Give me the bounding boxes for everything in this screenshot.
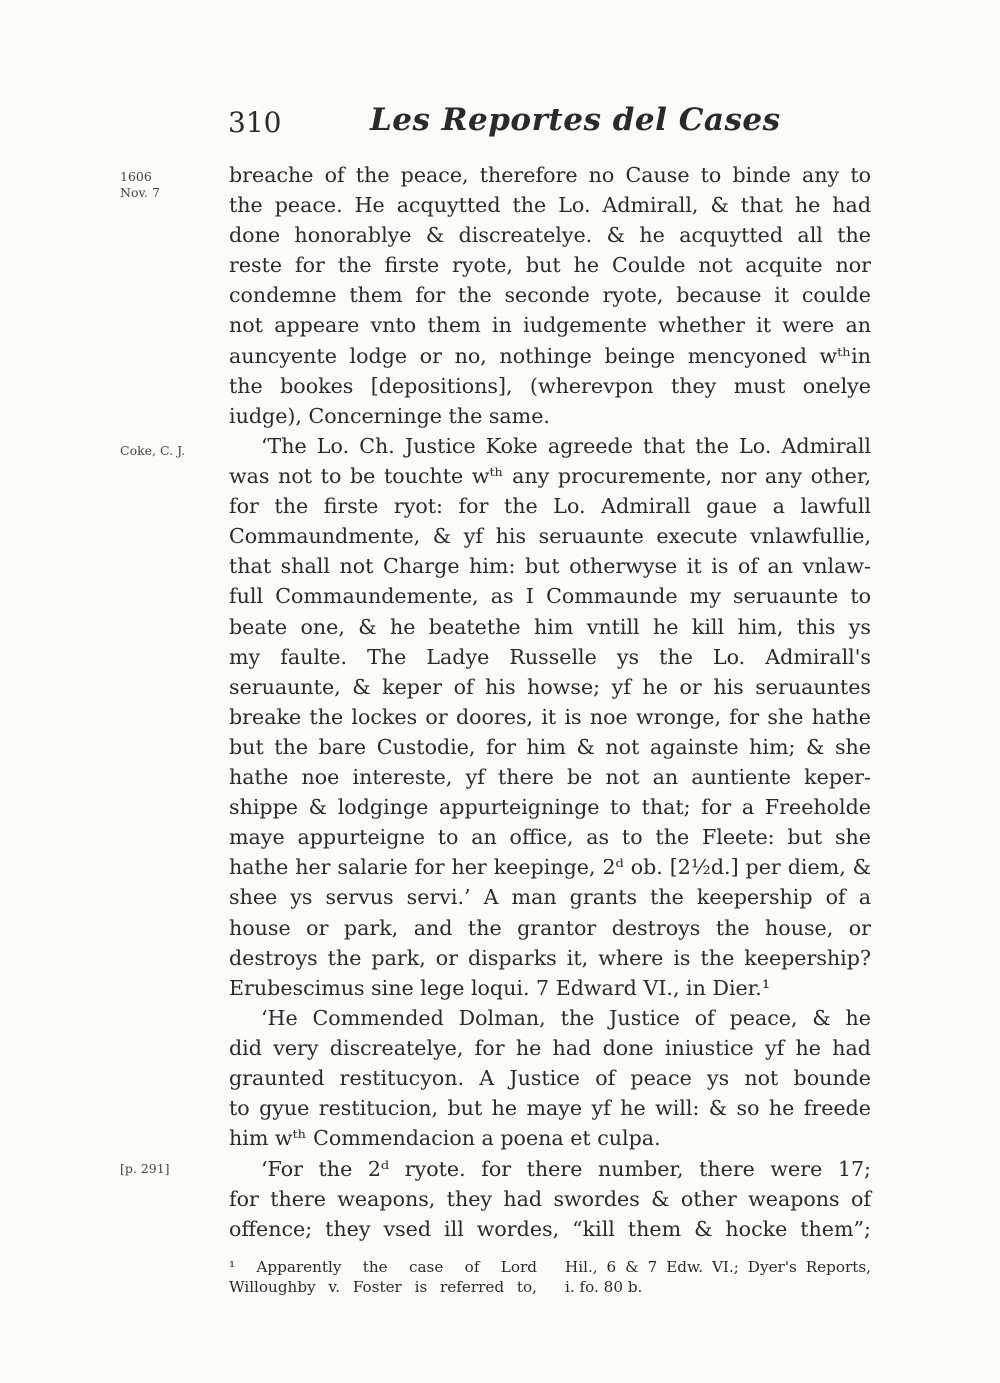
- footnote-line: ¹ Apparently the case of Lord: [229, 1258, 537, 1276]
- text-line: hathe her salarie for her keepinge, 2ᵈ ob. [2½d.] per diem, &: [229, 855, 871, 880]
- text-line: breake the lockes or doores, it is noe wronge, for she hathe: [229, 704, 871, 729]
- text-line: shippe & lodginge appurteigninge to that; for a Freeholde: [229, 795, 871, 820]
- page-number: 310: [228, 106, 282, 139]
- text-line: maye appurteigne to an office, as to the Fleete: but she: [229, 825, 871, 850]
- text-line: Erubescimus sine lege loqui. 7 Edward VI., in Dier.¹: [229, 975, 771, 1000]
- footnote-left: [229, 1257, 537, 1297]
- text-line: breache of the peace, therefore no Cause to binde any to: [229, 163, 871, 187]
- text-line: that shall not Charge him: but otherwyse it is of an vnlaw-: [229, 554, 871, 579]
- text-line: for there weapons, they had swordes & other weapons of: [229, 1187, 871, 1212]
- text-line: not appeare vnto them in iudgemente whether it were an: [229, 313, 871, 338]
- footnote-right: [565, 1257, 871, 1297]
- paragraph-1: [229, 160, 871, 431]
- text-line: offence; they vsed ill wordes, “kill them & hocke them”;: [229, 1217, 871, 1242]
- running-title: Les Reportes del Cases: [370, 102, 781, 138]
- text-line: for the firste ryot: for the Lo. Admirall gaue a lawfull: [229, 494, 871, 519]
- text-line: hathe noe intereste, yf there be not an auntiente keper-: [229, 765, 871, 790]
- text-line: done honorablye & discreatelye. & he acquytted all the: [229, 223, 871, 248]
- text-line: did very discreatelye, for he had done iniustice yf he had: [229, 1036, 871, 1061]
- text-line: beate one, & he beatethe him vntill he kill him, this ys: [229, 614, 871, 639]
- margin-note-date: [120, 169, 160, 201]
- margin-date-day: Nov. 7: [120, 185, 160, 200]
- text-line: house or park, and the grantor destroys the house, or: [229, 915, 871, 940]
- margin-note-page-ref: [p. 291]: [120, 1161, 170, 1176]
- text-line: him wᵗʰ Commendacion a poena et culpa.: [229, 1126, 661, 1151]
- text-line: ‘He Commended Dolman, the Justice of peace, & he: [261, 1006, 871, 1030]
- text-line: graunted restitucyon. A Justice of peace ys not bounde: [229, 1066, 871, 1091]
- footnote-line: Willoughby v. Foster is referred to,: [229, 1278, 537, 1296]
- text-line: but the bare Custodie, for him & not againste him; & she: [229, 734, 871, 759]
- paragraph-2: [229, 431, 871, 1003]
- text-line: seruaunte, & keper of his howse; yf he or his seruauntes: [229, 674, 871, 699]
- text-line: the peace. He acquytted the Lo. Admirall, & that he had: [229, 193, 871, 218]
- margin-date-year: 1606: [120, 169, 152, 184]
- text-line: the bookes [depositions], (wherevpon they must onelye: [229, 373, 871, 398]
- text-line: condemne them for the seconde ryote, because it coulde: [229, 283, 871, 308]
- text-line: destroys the park, or disparks it, where is the keepership?: [229, 945, 871, 970]
- text-line: full Commaundemente, as I Commaunde my seruaunte to: [229, 584, 871, 609]
- text-line: ‘The Lo. Ch. Justice Koke agreede that the Lo. Admirall: [261, 434, 871, 458]
- text-line: reste for the firste ryote, but he Coulde not acquite nor: [229, 253, 871, 278]
- text-line: iudge), Concerninge the same.: [229, 403, 550, 428]
- text-line: to gyue restitucion, but he maye yf he will: & so he freede: [229, 1096, 871, 1121]
- text-line: Commaundmente, & yf his seruaunte execute vnlawfullie,: [229, 524, 871, 549]
- footnote-line: Hil., 6 & 7 Edw. VI.; Dyer's Reports,: [565, 1258, 871, 1276]
- paragraph-3: [229, 1003, 871, 1153]
- text-line: ‘For the 2ᵈ ryote. for there number, there were 17;: [261, 1157, 871, 1181]
- margin-note-speaker: Coke, C. J.: [120, 443, 186, 458]
- paragraph-4: [229, 1154, 871, 1244]
- text-line: my faulte. The Ladye Russelle ys the Lo. Admirall's: [229, 644, 871, 669]
- text-line: shee ys servus servi.’ A man grants the keepership of a: [229, 885, 871, 910]
- text-line: was not to be touchte wᵗʰ any procuremente, nor any other,: [229, 464, 871, 489]
- footnote-line: i. fo. 80 b.: [565, 1278, 643, 1296]
- text-line: auncyente lodge or no, nothinge beinge mencyoned wᵗʰin: [229, 343, 871, 368]
